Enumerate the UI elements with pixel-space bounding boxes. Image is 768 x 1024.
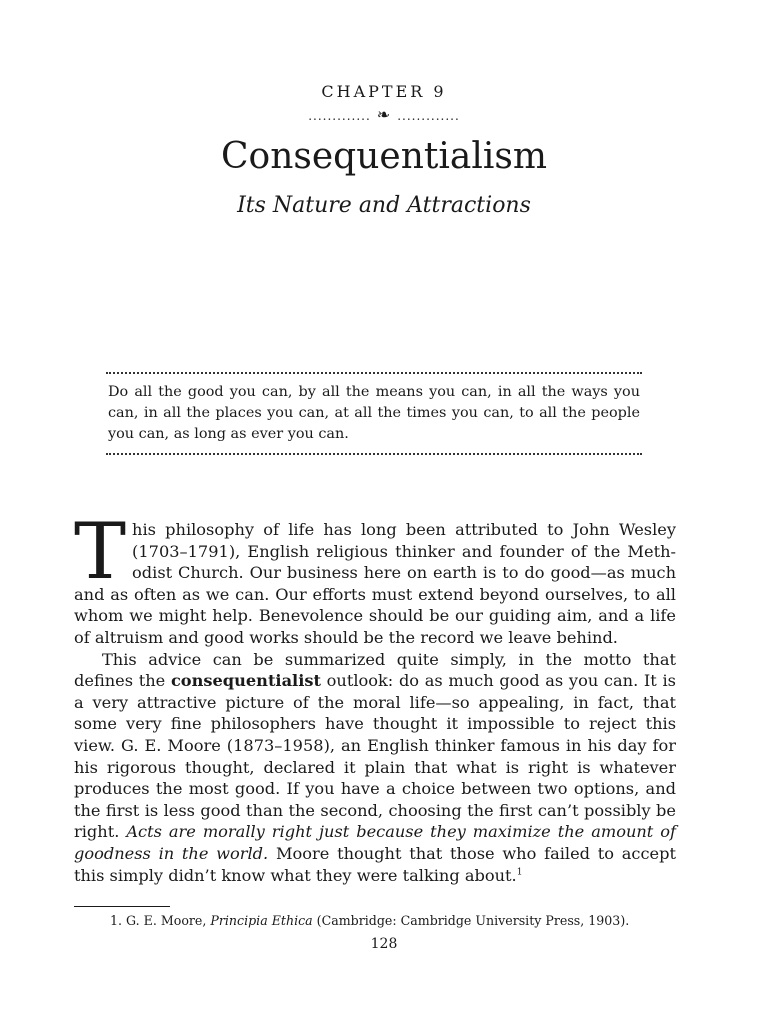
body-text xyxy=(74,507,677,886)
epigraph xyxy=(106,372,642,455)
leaf-ornament-icon: ❧ xyxy=(376,105,392,124)
footnote-author: G. E. Moore, xyxy=(122,913,211,928)
epigraph-bottom-rule xyxy=(106,453,642,455)
footnote-work-title: Principia Ethica xyxy=(210,913,313,928)
paragraph-2-text-middle: outlook: do as much good as you can. It is a very attractive picture of the moral life—so appealing, in fact, that some very fine philosophers have thought it impossible to reject this view. G. E. Moore (1873–1958), an English thinker famous in his day for his rigorous thought, declared it plain that what is right is whatever produces the most good. If you have a choice between two options, and the first is less good than the second, choosing the first can’t possibly be right. xyxy=(74,671,676,842)
bold-term: consequentialist xyxy=(170,671,321,691)
epigraph-text: Do all the good you can, by all the means you can, in all the ways you can, in all the places you can, at all the times you can, to all the people you can, as long as ever you can. xyxy=(108,384,640,442)
italic-emphasis: Acts are morally right just because they maximize the amount of goodness in the world. xyxy=(74,822,677,863)
footnote-number: 1. xyxy=(110,913,123,928)
paragraph-1 xyxy=(74,507,676,649)
chapter-label: CHAPTER 9 xyxy=(321,82,447,101)
paragraph-2-text-end: Moore thought that those who failed to accept this simply didn’t know what they were talking about. xyxy=(74,843,676,885)
footnote-publication: (Cambridge: Cambridge University Press, 1903). xyxy=(312,913,630,928)
chapter-subtitle: Its Nature and Attractions xyxy=(237,193,531,218)
paragraph-2-text-start: This advice can be summarized quite simply, in the motto that defines the xyxy=(74,649,676,691)
chapter-ornament xyxy=(0,105,768,124)
ornament-dots-right: ............. xyxy=(397,109,460,123)
ornament-dots-left: ............. xyxy=(308,109,371,123)
page-number: 128 xyxy=(370,936,398,952)
chapter-title: Consequentialism xyxy=(221,136,547,177)
drop-cap: T xyxy=(74,507,127,597)
footnote xyxy=(110,912,670,930)
paragraph-2 xyxy=(74,649,676,887)
paragraph-1-text: his philosophy of life has long been attributed to John Wesley (1703–1791), English religious thinker and founder of the Meth- odist Church. Our business here on earth is to do good—as much and as often as we can. Our efforts must extend beyond ourselves, to all whom we might help. Benevolence should be our guiding aim, and a life of altruism and good works should be the record we leave behind. xyxy=(74,520,676,647)
footnote-reference[interactable]: 1 xyxy=(516,867,523,878)
footnote-rule xyxy=(74,906,170,907)
